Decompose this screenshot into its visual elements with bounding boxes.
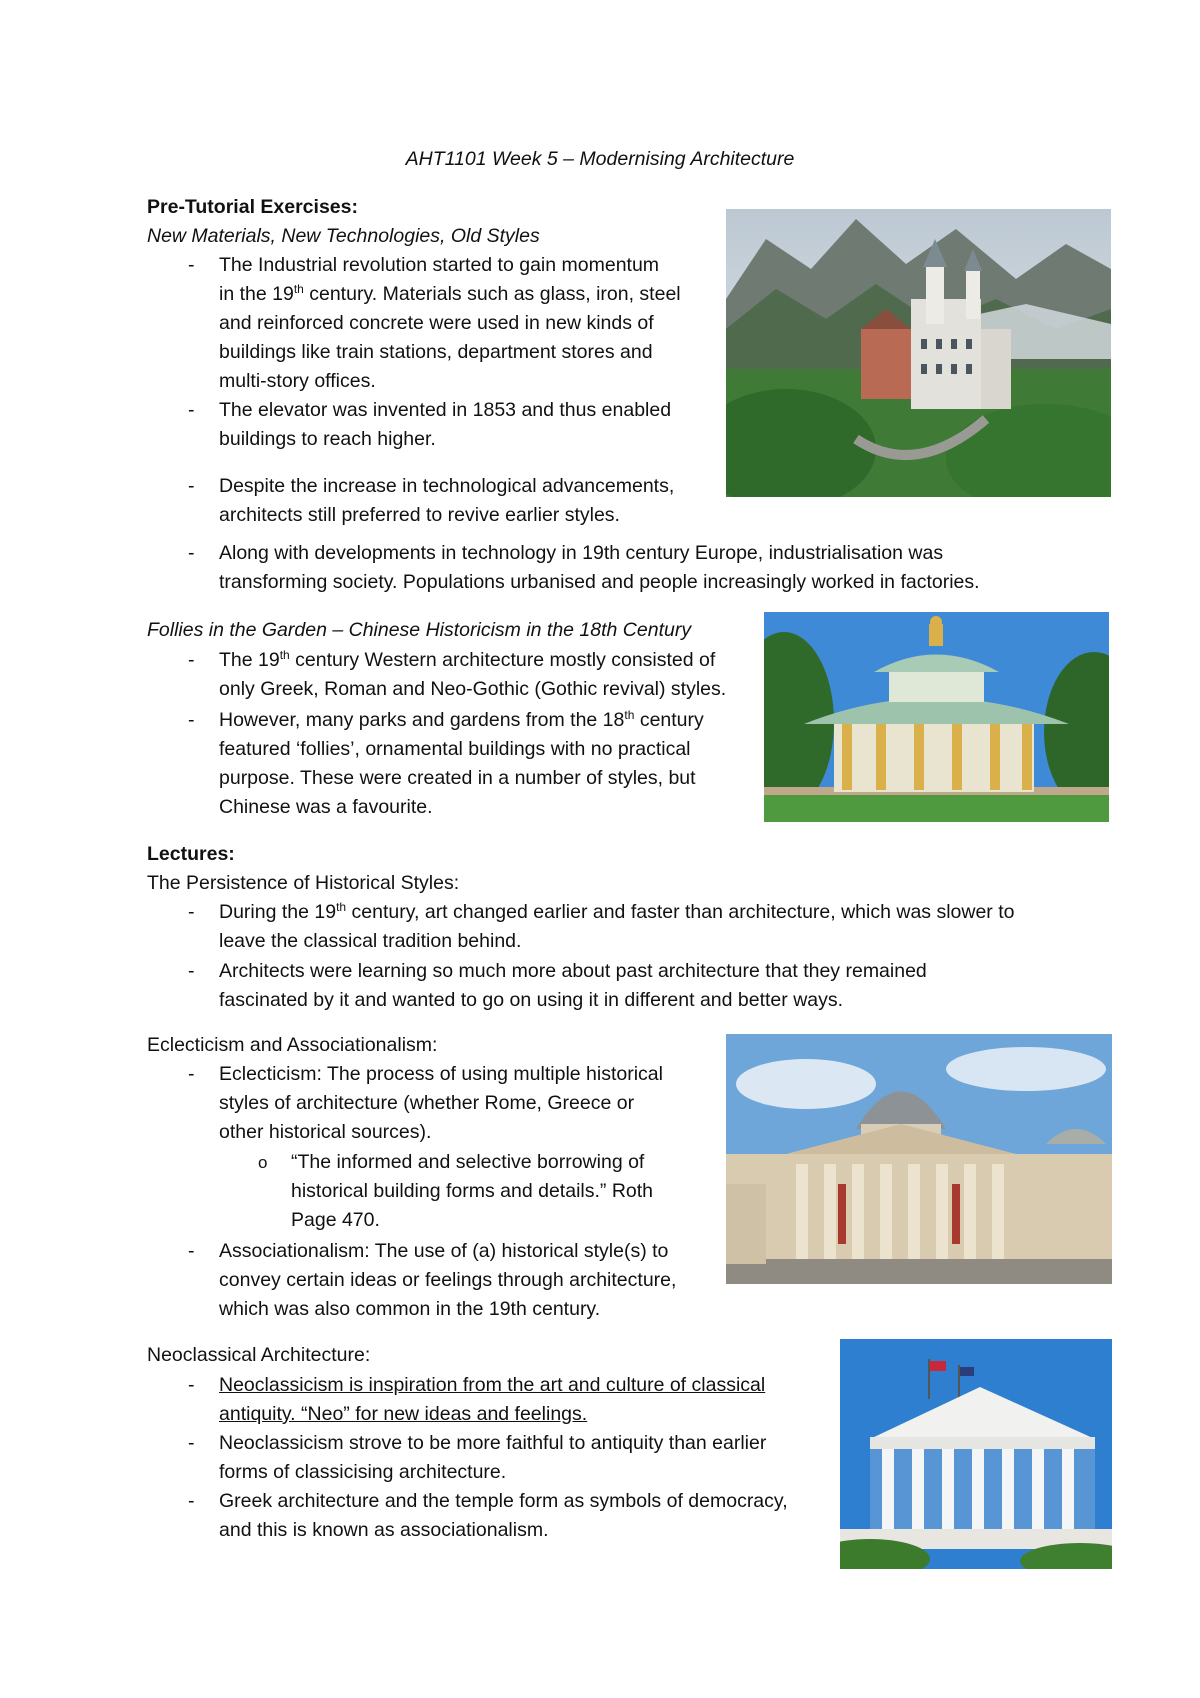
bullet-text: The Industrial revolution started to gain momentum [219, 254, 660, 276]
bullet-text: architects still preferred to revive earlier styles. [219, 504, 620, 526]
bullet-text: Chinese was a favourite. [219, 796, 433, 818]
bullet-text: Eclecticism: The process of using multiple historical [219, 1063, 663, 1085]
bullet-text-underlined: antiquity. “Neo” for new ideas and feelings. [219, 1403, 588, 1425]
bullet-text: Greek architecture and the temple form as symbols of democracy, [219, 1490, 788, 1512]
bullet-text: in the 19th century. Materials such as glass, iron, steel [219, 282, 681, 305]
bullet-dash: - [188, 542, 195, 564]
bullet-text: purpose. These were created in a number of styles, but [219, 767, 696, 789]
bullet-dash: - [188, 1432, 195, 1454]
bullet-dash: - [188, 1240, 195, 1262]
bullet-dash: - [188, 475, 195, 497]
bullet-text: Neoclassicism strove to be more faithful to antiquity than earlier [219, 1432, 767, 1454]
sub-bullet-marker: o [258, 1153, 268, 1172]
bullet-text: fascinated by it and wanted to go on using it in different and better ways. [219, 989, 844, 1011]
bullet-text: transforming society. Populations urbanised and people increasingly worked in factories. [219, 571, 980, 593]
bullet-dash: - [188, 1374, 195, 1396]
bullet-text: multi-story offices. [219, 370, 376, 392]
quote-text: historical building forms and details.” Roth [291, 1180, 654, 1202]
subheading-follies: Follies in the Garden – Chinese Historicism in the 18th Century [147, 619, 692, 641]
bullet-text-underlined: Neoclassicism is inspiration from the art and culture of classical [219, 1374, 766, 1396]
bullet-text: Along with developments in technology in 19th century Europe, industrialisation was [219, 542, 944, 564]
bullet-text: buildings to reach higher. [219, 428, 436, 450]
bullet-text: However, many parks and gardens from the 18th century [219, 708, 704, 731]
bullet-text: other historical sources). [219, 1121, 432, 1143]
bullet-text: leave the classical tradition behind. [219, 930, 522, 952]
subheading-neoclassical: Neoclassical Architecture: [147, 1344, 371, 1366]
bullet-text: only Greek, Roman and Neo-Gothic (Gothic revival) styles. [219, 678, 727, 700]
bullet-text: and this is known as associationalism. [219, 1519, 549, 1541]
bullet-text: forms of classicising architecture. [219, 1461, 507, 1483]
national-gallery-photo [726, 1034, 1112, 1284]
page-title: AHT1101 Week 5 – Modernising Architecture [405, 148, 795, 170]
bullet-text: Architects were learning so much more about past architecture that they remained [219, 960, 927, 982]
bullet-dash: - [188, 709, 195, 731]
bullet-dash: - [188, 901, 195, 923]
bullet-text: buildings like train stations, department stores and [219, 341, 653, 363]
quote-text: Page 470. [291, 1209, 380, 1231]
bullet-dash: - [188, 1490, 195, 1512]
subheading-new-materials: New Materials, New Technologies, Old Styles [147, 225, 540, 247]
virginia-capitol-photo [840, 1339, 1112, 1569]
bullet-dash: - [188, 254, 195, 276]
subheading-persistence: The Persistence of Historical Styles: [147, 872, 460, 894]
bullet-dash: - [188, 1063, 195, 1085]
bullet-text: and reinforced concrete were used in new kinds of [219, 312, 654, 334]
bullet-text: which was also common in the 19th century. [219, 1298, 601, 1320]
bullet-dash: - [188, 649, 195, 671]
bullet-text: Associationalism: The use of (a) historical style(s) to [219, 1240, 669, 1262]
pre-tutorial-heading: Pre-Tutorial Exercises: [147, 196, 358, 218]
quote-text: “The informed and selective borrowing of [291, 1151, 645, 1173]
bullet-text: The elevator was invented in 1853 and thus enabled [219, 399, 672, 421]
bullet-dash: - [188, 960, 195, 982]
subheading-eclecticism: Eclecticism and Associationalism: [147, 1034, 438, 1056]
castle-photo [726, 209, 1111, 497]
bullet-text: The 19th century Western architecture mostly consisted of [219, 648, 716, 671]
bullet-dash: - [188, 399, 195, 421]
chinese-teahouse-photo [764, 612, 1109, 822]
bullet-text: Despite the increase in technological advancements, [219, 475, 675, 497]
lectures-heading: Lectures: [147, 843, 235, 865]
bullet-text: styles of architecture (whether Rome, Greece or [219, 1092, 635, 1114]
bullet-text: During the 19th century, art changed earlier and faster than architecture, which was slower to [219, 900, 1015, 923]
bullet-text: convey certain ideas or feelings through architecture, [219, 1269, 677, 1291]
bullet-text: featured ‘follies’, ornamental buildings with no practical [219, 738, 691, 760]
